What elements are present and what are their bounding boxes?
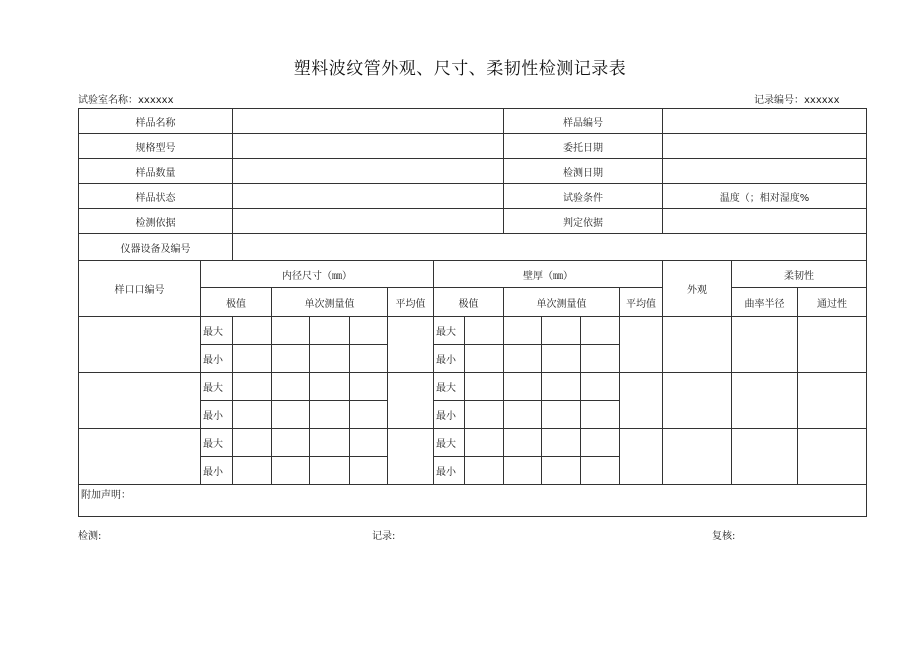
- cell[interactable]: [233, 401, 272, 429]
- label-sample-state: 样品状态: [79, 184, 233, 209]
- info-row: [79, 184, 867, 209]
- header-sample-mouth-no: 样口口编号: [79, 261, 201, 317]
- table-row: [79, 373, 867, 401]
- cell[interactable]: [581, 345, 620, 373]
- label-min: 最小: [434, 401, 465, 429]
- cell[interactable]: [542, 429, 581, 457]
- cell-avg[interactable]: [388, 429, 434, 485]
- cell[interactable]: [350, 373, 388, 401]
- cell[interactable]: [465, 401, 504, 429]
- value-judge-basis[interactable]: [663, 209, 867, 234]
- record-number-label: 记录编号：xxxxxx: [754, 95, 840, 106]
- label-equipment: 仪器设备及编号: [79, 234, 233, 261]
- label-judge-basis: 判定依据: [504, 209, 663, 234]
- cell[interactable]: [581, 373, 620, 401]
- info-row: [79, 159, 867, 184]
- cell[interactable]: [233, 429, 272, 457]
- value-entrust-date[interactable]: [663, 134, 867, 159]
- note-row: [79, 485, 867, 517]
- label-max: 最大: [201, 429, 233, 457]
- sub-single-measure: 单次测量值: [272, 288, 388, 317]
- cell[interactable]: [581, 401, 620, 429]
- cell[interactable]: [310, 429, 350, 457]
- label-min: 最小: [201, 401, 233, 429]
- cell[interactable]: [310, 457, 350, 485]
- label-test-date: 检测日期: [504, 159, 663, 184]
- label-min: 最小: [201, 457, 233, 485]
- value-test-condition[interactable]: 温度（；相对湿度%: [663, 184, 867, 209]
- cell[interactable]: [581, 429, 620, 457]
- cell[interactable]: [350, 401, 388, 429]
- value-test-date[interactable]: [663, 159, 867, 184]
- value-sample-no[interactable]: [663, 109, 867, 134]
- cell[interactable]: [310, 317, 350, 345]
- cell-appearance[interactable]: [663, 429, 732, 485]
- tester-label: 检测:: [78, 531, 102, 542]
- value-sample-name[interactable]: [233, 109, 504, 134]
- cell[interactable]: [504, 345, 542, 373]
- cell[interactable]: [272, 457, 310, 485]
- info-row: [79, 234, 867, 261]
- cell[interactable]: [542, 401, 581, 429]
- lab-name-label: 试验室名称：xxxxxx: [78, 95, 174, 106]
- cell[interactable]: [272, 345, 310, 373]
- cell-avg[interactable]: [388, 373, 434, 429]
- sub-extreme: 极值: [434, 288, 504, 317]
- table-row: [79, 317, 867, 345]
- page-title: 塑料波纹管外观、尺寸、柔韧性检测记录表: [293, 59, 627, 79]
- label-max: 最大: [201, 373, 233, 401]
- value-sample-state[interactable]: [233, 184, 504, 209]
- sub-extreme: 极值: [201, 288, 272, 317]
- cell[interactable]: [310, 373, 350, 401]
- label-max: 最大: [434, 429, 465, 457]
- grid-header-row: [79, 261, 867, 288]
- label-min: 最小: [201, 345, 233, 373]
- cell-passability[interactable]: [798, 317, 867, 373]
- recorder-label: 记录:: [372, 531, 396, 542]
- header-appearance: 外观: [663, 261, 732, 317]
- cell[interactable]: [310, 401, 350, 429]
- value-sample-qty[interactable]: [233, 159, 504, 184]
- header-wall-thickness: 壁厚（㎜）: [434, 261, 663, 288]
- additional-statement[interactable]: 附加声明：: [79, 485, 867, 517]
- cell-curvature[interactable]: [732, 429, 798, 485]
- cell[interactable]: [310, 345, 350, 373]
- cell[interactable]: [350, 429, 388, 457]
- cell-appearance[interactable]: [663, 317, 732, 373]
- cell-avg[interactable]: [620, 429, 663, 485]
- value-equipment[interactable]: [233, 234, 867, 261]
- cell[interactable]: [350, 457, 388, 485]
- sub-curvature-radius: 曲率半径: [732, 288, 798, 317]
- label-entrust-date: 委托日期: [504, 134, 663, 159]
- label-sample-name: 样品名称: [79, 109, 233, 134]
- label-max: 最大: [201, 317, 233, 345]
- cell[interactable]: [272, 373, 310, 401]
- cell[interactable]: [272, 401, 310, 429]
- cell[interactable]: [465, 457, 504, 485]
- cell[interactable]: [465, 317, 504, 345]
- cell-avg[interactable]: [388, 317, 434, 373]
- cell[interactable]: [465, 345, 504, 373]
- cell[interactable]: [542, 317, 581, 345]
- label-max: 最大: [434, 317, 465, 345]
- sub-passability: 通过性: [798, 288, 867, 317]
- cell-curvature[interactable]: [732, 373, 798, 429]
- cell[interactable]: [465, 373, 504, 401]
- cell[interactable]: [542, 345, 581, 373]
- label-max: 最大: [434, 373, 465, 401]
- cell[interactable]: [465, 429, 504, 457]
- reviewer-label: 复核:: [712, 531, 736, 542]
- cell[interactable]: [350, 317, 388, 345]
- cell[interactable]: [504, 429, 542, 457]
- table-row: [79, 429, 867, 457]
- cell[interactable]: [272, 429, 310, 457]
- cell-sample-no[interactable]: [79, 317, 201, 373]
- cell[interactable]: [350, 345, 388, 373]
- label-spec-model: 规格型号: [79, 134, 233, 159]
- value-spec-model[interactable]: [233, 134, 504, 159]
- cell[interactable]: [581, 317, 620, 345]
- label-min: 最小: [434, 345, 465, 373]
- cell[interactable]: [233, 457, 272, 485]
- cell-passability[interactable]: [798, 429, 867, 485]
- cell-appearance[interactable]: [663, 373, 732, 429]
- cell-avg[interactable]: [620, 373, 663, 429]
- cell[interactable]: [542, 373, 581, 401]
- label-sample-qty: 样品数量: [79, 159, 233, 184]
- label-test-basis: 检测依据: [79, 209, 233, 234]
- cell-curvature[interactable]: [732, 317, 798, 373]
- sub-average: 平均值: [388, 288, 434, 317]
- info-row: [79, 109, 867, 134]
- record-form-table: [78, 108, 867, 517]
- cell-avg[interactable]: [620, 317, 663, 373]
- cell[interactable]: [233, 345, 272, 373]
- cell[interactable]: [233, 373, 272, 401]
- cell[interactable]: [504, 401, 542, 429]
- header-flexibility: 柔韧性: [732, 261, 867, 288]
- label-sample-no: 样品编号: [504, 109, 663, 134]
- label-test-condition: 试验条件: [504, 184, 663, 209]
- sub-single-measure: 单次测量值: [504, 288, 620, 317]
- info-row: [79, 134, 867, 159]
- cell[interactable]: [581, 457, 620, 485]
- sub-average: 平均值: [620, 288, 663, 317]
- cell[interactable]: [542, 457, 581, 485]
- cell[interactable]: [272, 317, 310, 345]
- cell[interactable]: [504, 457, 542, 485]
- label-min: 最小: [434, 457, 465, 485]
- cell-passability[interactable]: [798, 373, 867, 429]
- cell[interactable]: [504, 373, 542, 401]
- cell[interactable]: [233, 317, 272, 345]
- info-row: [79, 209, 867, 234]
- header-inner-diameter: 内径尺寸（㎜）: [201, 261, 434, 288]
- cell-sample-no[interactable]: [79, 373, 201, 429]
- value-test-basis[interactable]: [233, 209, 504, 234]
- cell[interactable]: [504, 317, 542, 345]
- cell-sample-no[interactable]: [79, 429, 201, 485]
